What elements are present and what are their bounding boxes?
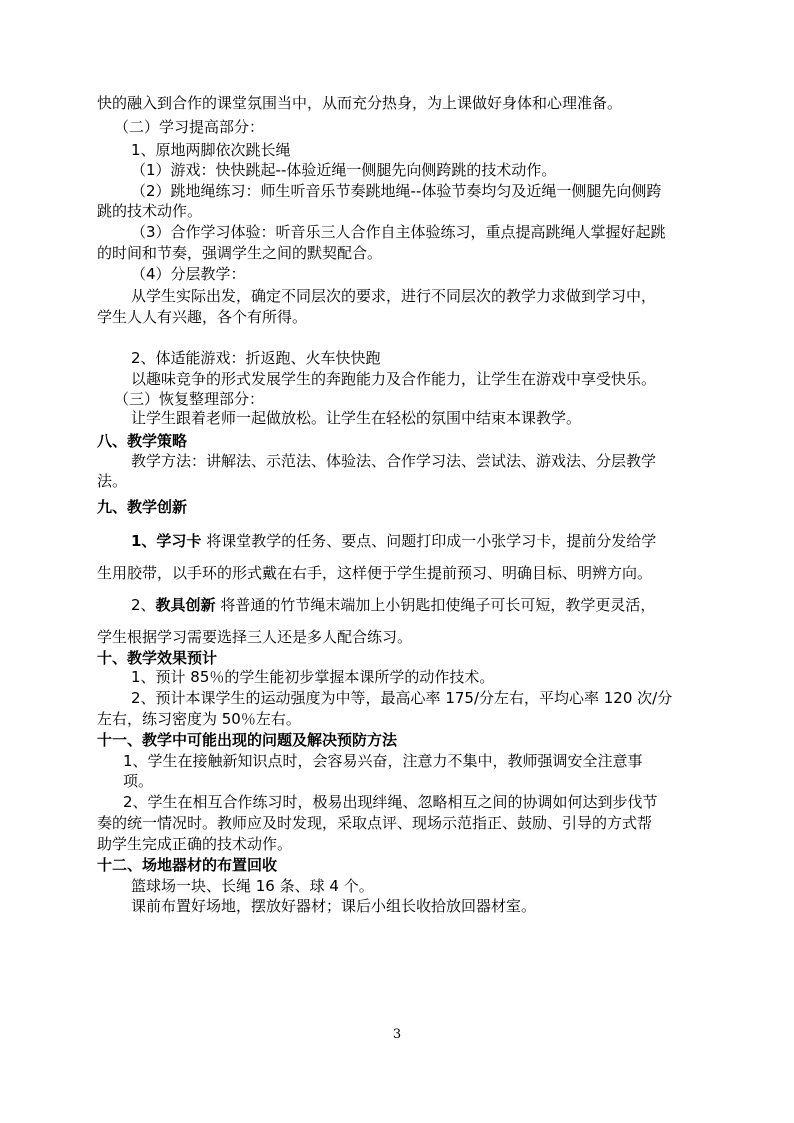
paragraph-text: 将课堂教学的任务、要点、问题打印成一小张学习卡，提前分发给学 bbox=[201, 532, 657, 550]
paragraph-line: 2、学生在相互合作练习时，极易出现绊绳、忽略相互之间的协调如何达到步伐节 bbox=[123, 793, 658, 811]
paragraph-line: 快的融入到合作的课堂氛围当中，从而充分热身，为上课做好身体和心理准备。 bbox=[97, 94, 623, 112]
paragraph-line: （1）游戏：快快跳起--体验近绳一侧腿先向侧跨跳的技术动作。 bbox=[131, 161, 557, 179]
bold-term: 1、学习卡 bbox=[131, 532, 202, 550]
paragraph-line bbox=[131, 595, 655, 615]
paragraph-line: 课前布置好场地，摆放好器材；课后小组长收拾放回器材室。 bbox=[131, 897, 537, 915]
paragraph-line: 从学生实际出发，确定不同层次的要求，进行不同层次的教学力求做到学习中， bbox=[131, 287, 657, 305]
paragraph-line: 助学生完成正确的技术动作。 bbox=[97, 835, 293, 853]
page-number: 3 bbox=[392, 1027, 402, 1042]
paragraph-line: 学生人人有兴趣，各个有所得。 bbox=[97, 308, 308, 326]
paragraph-line: 篮球场一块、长绳 16 条、球 4 个。 bbox=[131, 877, 374, 895]
paragraph-text: 将普通的竹节绳末端加上小钥匙扣使绳子可长可短，教学更灵活， bbox=[215, 596, 656, 614]
paragraph-line: 1、预计 85％的学生能初步掌握本课所学的动作技术。 bbox=[131, 668, 495, 686]
paragraph-line: 奏的统一情况时。教师应及时发现，采取点评、现场示范指正、鼓励、引导的方式帮 bbox=[97, 814, 653, 832]
item-number: 2、 bbox=[131, 596, 156, 614]
section-heading: 十、教学效果预计 bbox=[97, 649, 218, 667]
paragraph-line: （2）跳地绳练习：师生听音乐节奏跳地绳--体验节奏均匀及近绳一侧腿先向侧跨 bbox=[131, 182, 662, 200]
paragraph-line: 项。 bbox=[123, 772, 154, 790]
section-heading: 十一、教学中可能出现的问题及解决预防方法 bbox=[97, 731, 398, 749]
paragraph-line: 让学生跟着老师一起做放松。让学生在轻松的氛围中结束本课教学。 bbox=[131, 409, 582, 427]
item-heading: 2、体适能游戏：折返跑、火车快快跑 bbox=[131, 349, 381, 367]
paragraph-line: 法。 bbox=[97, 472, 128, 490]
paragraph-line: 的时间和节奏，强调学生之间的默契配合。 bbox=[97, 244, 383, 262]
paragraph-line bbox=[131, 531, 656, 551]
paragraph-line: 生用胶带，以手环的形式戴在右手，这样便于学生提前预习、明确目标、明辨方向。 bbox=[97, 564, 653, 582]
paragraph-line: 2、预计本课学生的运动强度为中等，最高心率 175/分左右，平均心率 120 次/分 bbox=[131, 689, 673, 707]
section-heading: 十二、场地器材的布置回收 bbox=[97, 856, 278, 874]
item-heading: 1、原地两脚依次跳长绳 bbox=[131, 141, 291, 159]
section-subheading: （二）学习提高部分： bbox=[114, 118, 265, 136]
paragraph-line: 1、学生在接触新知识点时，会容易兴奋，注意力不集中，教师强调安全注意事 bbox=[123, 752, 643, 770]
section-heading: 九、教学创新 bbox=[97, 498, 188, 516]
paragraph-line: （3）合作学习体验：听音乐三人合作自主体验练习，重点提高跳绳人掌握好起跳 bbox=[131, 223, 666, 241]
bold-term: 教具创新 bbox=[155, 596, 216, 614]
paragraph-line: 以趣味竞争的形式发展学生的奔跑能力及合作能力，让学生在游戏中享受快乐。 bbox=[131, 370, 657, 388]
paragraph-line: 左右，练习密度为 50％左右。 bbox=[97, 710, 301, 728]
paragraph-line: 跳的技术动作。 bbox=[97, 202, 203, 220]
paragraph-line: （4）分层教学： bbox=[131, 265, 246, 283]
paragraph-line: 学生根据学习需要选择三人还是多人配合练习。 bbox=[97, 628, 413, 646]
section-heading: 八、教学策略 bbox=[97, 432, 188, 450]
section-subheading: （三）恢复整理部分： bbox=[114, 390, 265, 408]
paragraph-line: 教学方法：讲解法、示范法、体验法、合作学习法、尝试法、游戏法、分层教学 bbox=[131, 452, 657, 470]
